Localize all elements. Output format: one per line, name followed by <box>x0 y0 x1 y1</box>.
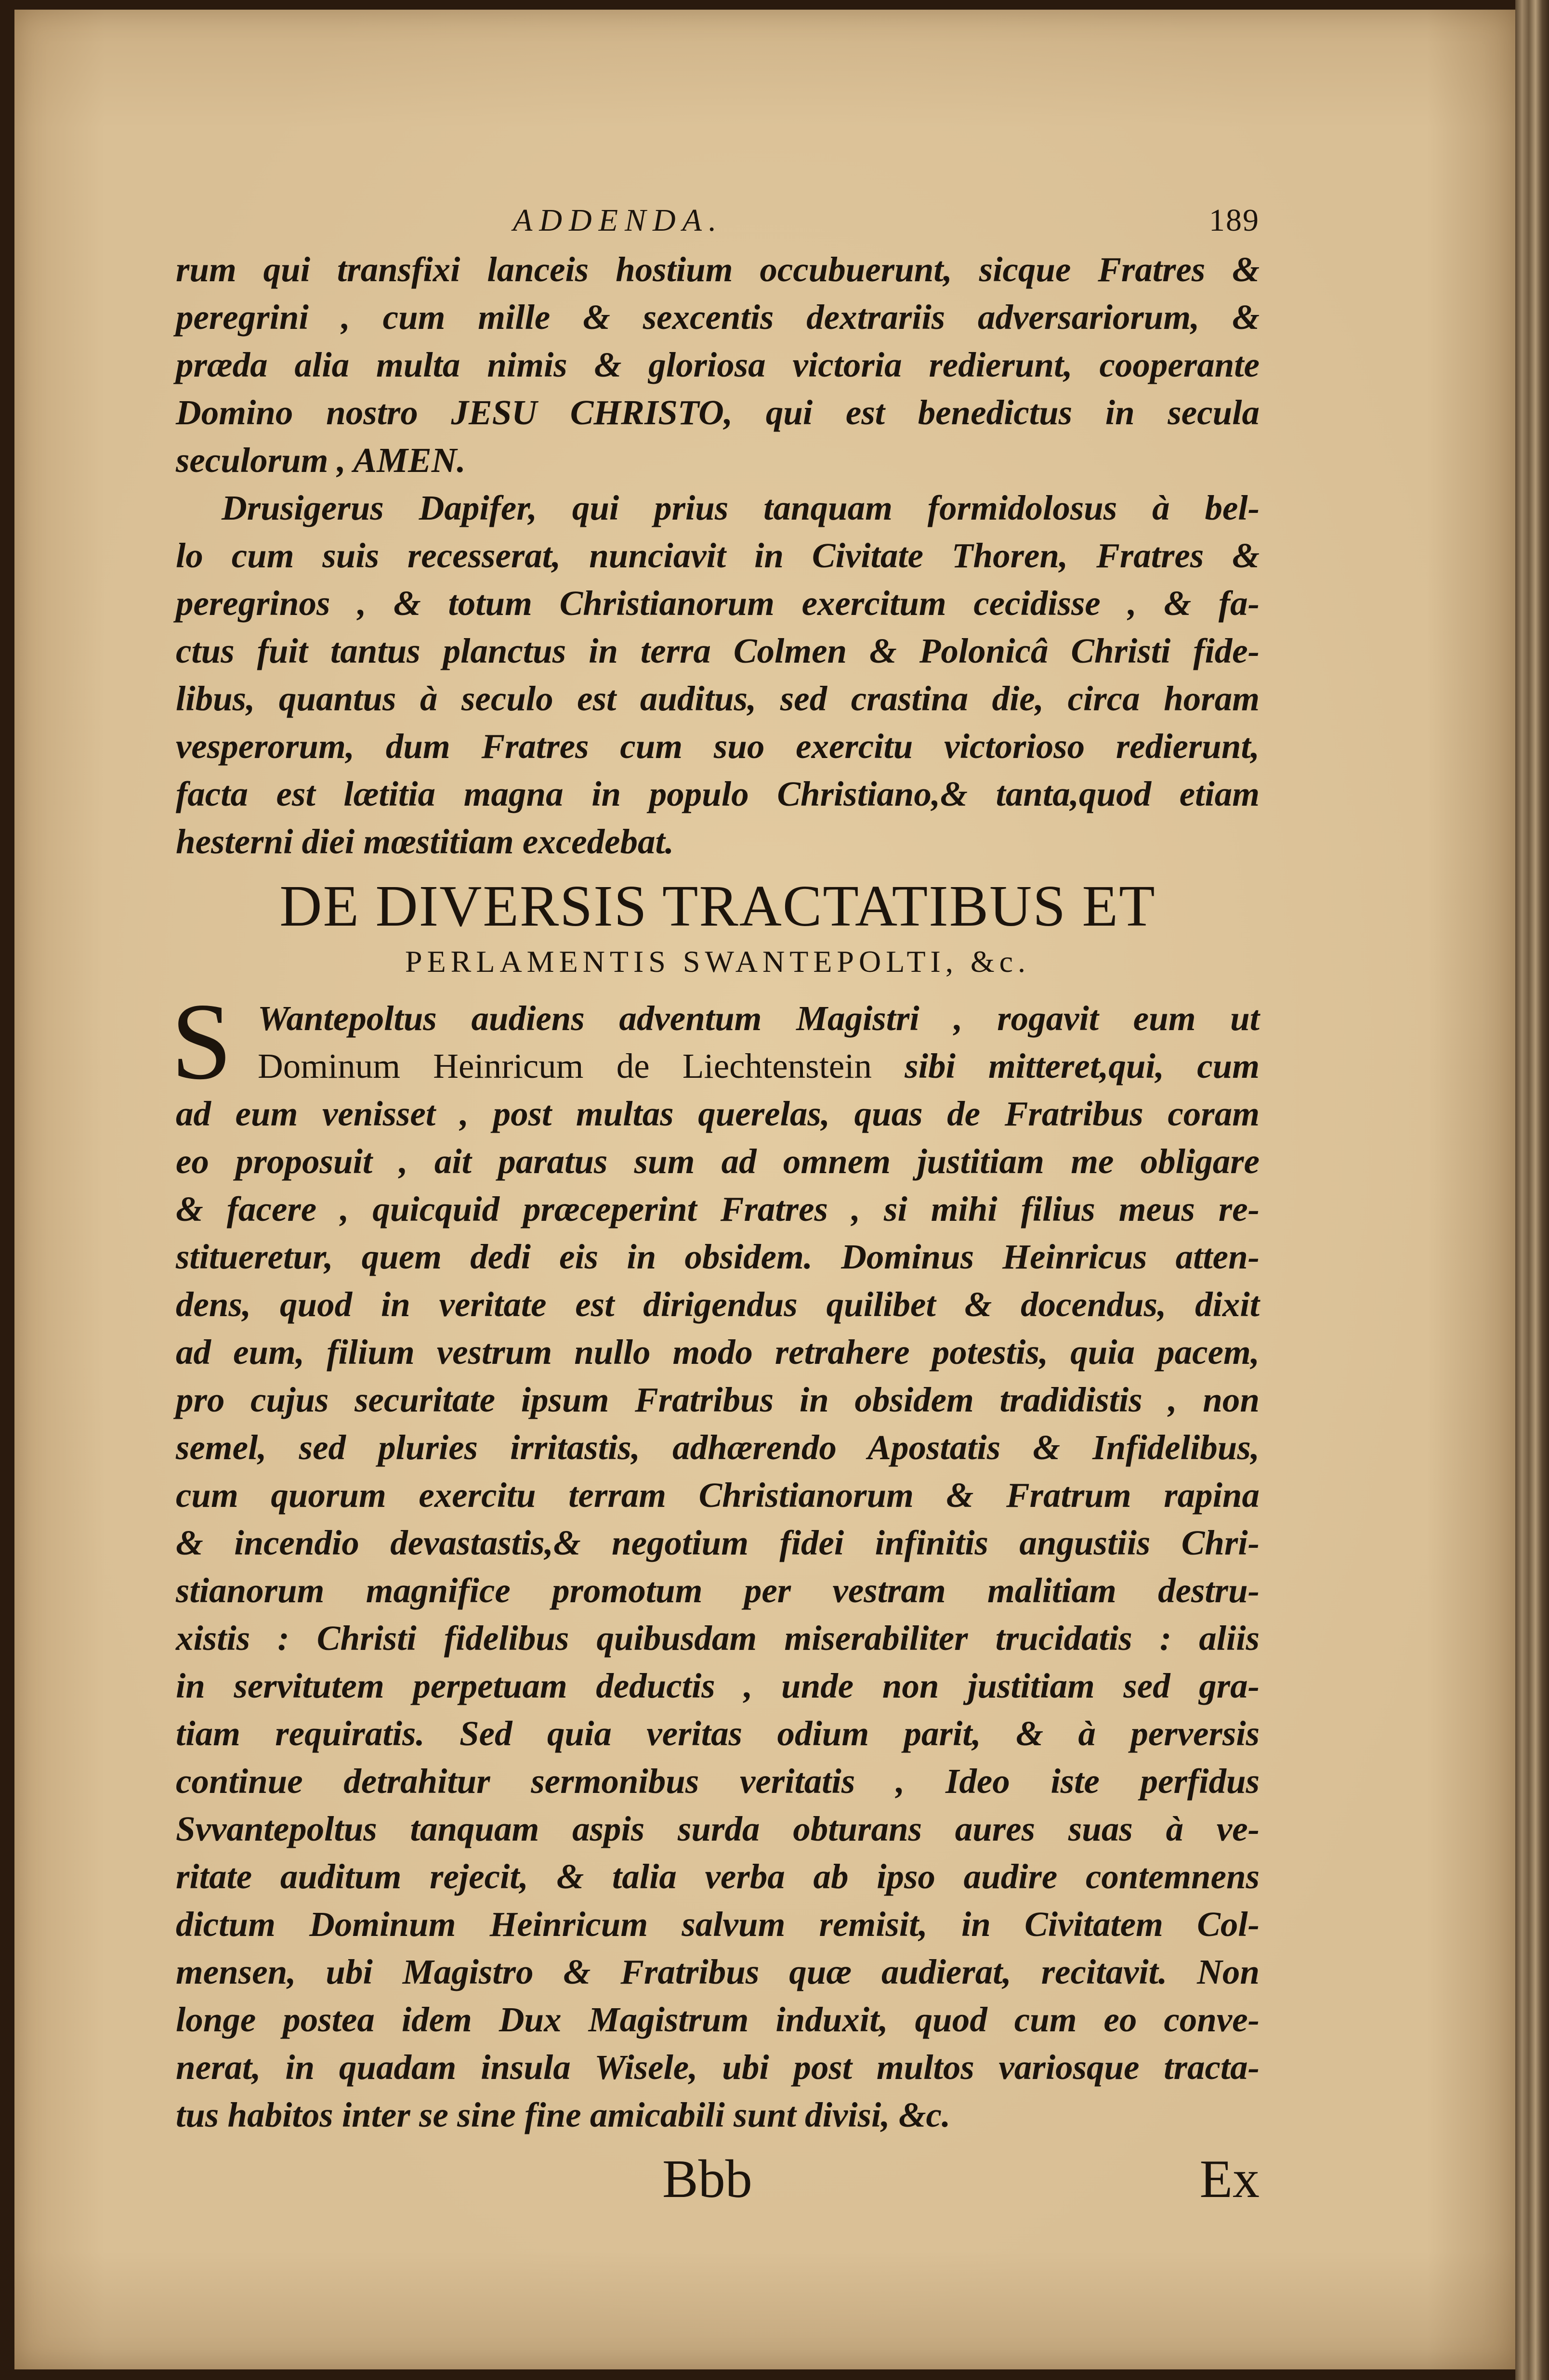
text-line: seculorum , AMEN. <box>176 441 466 480</box>
text-line: vesperorum, dum Fratres cum suo exercitu victorioso redierunt, <box>176 727 1260 766</box>
catchword: Ex <box>1199 2149 1260 2209</box>
text-line: præda alia multa nimis & gloriosa victoria redierunt, cooperante <box>176 345 1260 384</box>
italic-continuation: sibi mitteret,qui, cum <box>872 1046 1260 1085</box>
text-line: stitueretur, quem dedi eis in obsidem. Dominus Heinricus atten- <box>176 1237 1260 1276</box>
running-title: ADDENDA. <box>513 203 723 238</box>
text-line <box>176 1042 1260 1090</box>
roman-name: Dominum Heinricum de Liechtenstein <box>258 1046 872 1085</box>
text-line: stianorum magnifice promotum per vestram malitiam destru- <box>176 1571 1260 1610</box>
book-page <box>14 10 1517 2369</box>
section-heading: DE DIVERSIS TRACTATIBUS ET <box>279 874 1156 939</box>
signature-mark: Bbb <box>662 2149 752 2209</box>
drop-cap: S <box>171 981 232 1102</box>
text-line: Domino nostro JESU CHRISTO, qui est benedictus in secula <box>176 393 1260 432</box>
text-line: peregrini , cum mille & sexcentis dextrariis adversariorum, & <box>176 298 1260 337</box>
page-edge <box>1515 0 1549 2380</box>
running-head <box>176 193 1260 246</box>
text-line: tiam requiratis. Sed quia veritas odium parit, & à perversis <box>176 1714 1260 1753</box>
text-line: pro cujus securitate ipsum Fratribus in obsidem tradidistis , non <box>176 1380 1260 1419</box>
text-line: semel, sed pluries irritastis, adhærendo Apostatis & Infidelibus, <box>176 1428 1260 1467</box>
text-line: dens, quod in veritate est dirigendus quilibet & docendus, dixit <box>176 1285 1260 1324</box>
text-line: ctus fuit tantus planctus in terra Colmen & Polonicâ Christi fide- <box>176 631 1260 670</box>
text-line: ad eum venisset , post multas querelas, quas de Fratribus coram <box>176 1094 1260 1133</box>
paragraph-3 <box>171 981 1260 2139</box>
text-line: hesterni diei mœstitiam excedebat. <box>176 822 674 861</box>
text-block <box>171 193 1260 2209</box>
text-line: lo cum suis recesserat, nunciavit in Civitate Thoren, Fratres & <box>176 536 1260 575</box>
text-line: eo proposuit , ait paratus sum ad omnem justitiam me obligare <box>176 1142 1260 1181</box>
page-number: 189 <box>1209 203 1260 238</box>
text-line: rum qui transfixi lanceis hostium occubuerunt, sicque Fratres & <box>176 250 1260 289</box>
text-line: Wantepoltus audiens adventum Magistri , rogavit eum ut <box>258 999 1260 1038</box>
text-line: & facere , quicquid præceperint Fratres , si mihi filius meus re- <box>176 1190 1260 1229</box>
text-line: nerat, in quadam insula Wisele, ubi post multos variosque tracta- <box>176 2048 1260 2087</box>
text-line: facta est lætitia magna in populo Christiano,& tanta,quod etiam <box>176 774 1260 813</box>
text-line: in servitutem perpetuam deductis , unde non justitiam sed gra- <box>176 1666 1260 1705</box>
text-line: dictum Dominum Heinricum salvum remisit, in Civitatem Col- <box>176 1905 1260 1944</box>
text-line: libus, quantus à seculo est auditus, sed crastina die, circa horam <box>176 679 1260 718</box>
text-line: continue detrahitur sermonibus veritatis , Ideo iste perfidus <box>176 1762 1260 1801</box>
text-line: cum quorum exercitu terram Christianorum & Fratrum rapina <box>176 1476 1260 1515</box>
text-line: & incendio devastastis,& negotium fidei infinitis angustiis Chri- <box>176 1523 1260 1562</box>
page-footer <box>176 2144 1260 2209</box>
paragraph-1 <box>176 246 1260 484</box>
text-line: mensen, ubi Magistro & Fratribus quæ audierat, recitavit. Non <box>176 1952 1260 1991</box>
text-line: ad eum, filium vestrum nullo modo retrahere potestis, quia pacem, <box>176 1333 1260 1372</box>
text-line: peregrinos , & totum Christianorum exercitum cecidisse , & fa- <box>176 584 1260 623</box>
text-line: ritate auditum rejecit, & talia verba ab ipso audire contemnens <box>176 1857 1260 1896</box>
section-subheading: PERLAMENTIS SWANTEPOLTI, &c. <box>405 944 1031 979</box>
text-line: xistis : Christi fidelibus quibusdam miserabiliter trucidatis : aliis <box>176 1619 1260 1658</box>
text-line: Drusigerus Dapifer, qui prius tanquam formidolosus à bel- <box>222 488 1260 527</box>
paragraph-2 <box>176 484 1260 865</box>
text-line: Svvantepoltus tanquam aspis surda obturans aures suas à ve- <box>176 1809 1260 1848</box>
text-line: longe postea idem Dux Magistrum induxit, quod cum eo conve- <box>176 2000 1260 2039</box>
text-line: tus habitos inter se sine fine amicabili sunt divisi, &c. <box>176 2095 951 2134</box>
